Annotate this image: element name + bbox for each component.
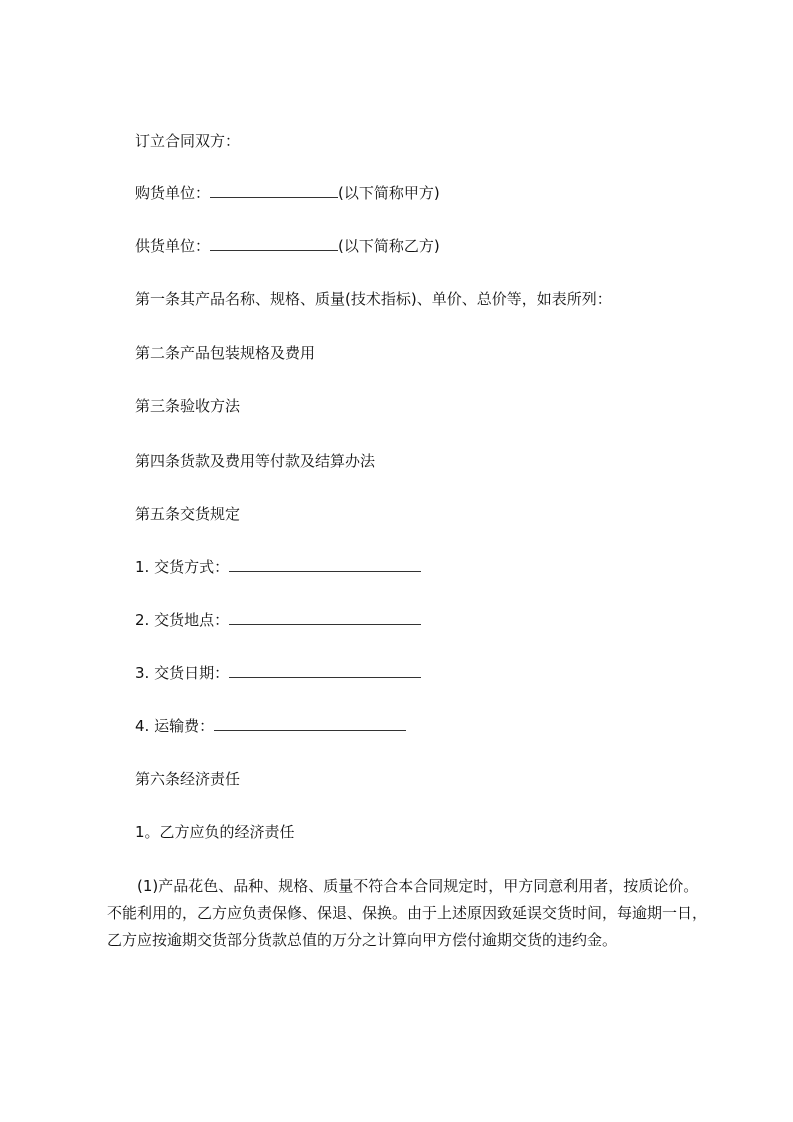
article-4: 第四条货款及费用等付款及结算办法 — [135, 452, 376, 470]
delivery-method-label: 1. 交货方式： — [135, 558, 230, 576]
article-6: 第六条经济责任 — [135, 770, 241, 788]
seller-line — [135, 237, 440, 255]
freight-blank[interactable] — [214, 717, 406, 731]
article-1: 第一条其产品名称、规格、质量(技术指标)、单价、总价等，如表所列： — [135, 290, 612, 308]
seller-suffix: (以下简称乙方) — [338, 237, 440, 255]
delivery-method-line — [135, 558, 421, 576]
delivery-method-blank[interactable] — [229, 558, 421, 572]
delivery-date-blank[interactable] — [229, 664, 421, 678]
seller-blank[interactable] — [210, 237, 338, 251]
freight-label: 4. 运输费： — [135, 717, 215, 735]
delivery-place-label: 2. 交货地点： — [135, 611, 230, 629]
contract-parties-heading: 订立合同双方： — [135, 132, 241, 150]
buyer-label: 购货单位： — [135, 184, 211, 202]
seller-label: 供货单位： — [135, 237, 211, 255]
buyer-line — [135, 184, 440, 202]
freight-line — [135, 717, 406, 735]
article-3: 第三条验收方法 — [135, 397, 241, 415]
clause-1-text: (1)产品花色、品种、规格、质量不符合本合同规定时，甲方同意利用者，按质论价。不能利用的，乙方应负责保修、保退、保换。由于上述原因致延误交货时间，每逾期一日，乙方应按逾期交货部分货款总值的万分之计算向甲方偿付逾期交货的违约金。 — [107, 877, 707, 949]
delivery-place-blank[interactable] — [229, 611, 421, 625]
article-5: 第五条交货规定 — [135, 505, 241, 523]
buyer-suffix: (以下简称甲方) — [338, 184, 440, 202]
article-2: 第二条产品包装规格及费用 — [135, 344, 316, 362]
delivery-place-line — [135, 611, 421, 629]
delivery-date-line — [135, 664, 421, 682]
clause-1-paragraph — [107, 873, 707, 954]
buyer-blank[interactable] — [210, 184, 338, 198]
delivery-date-label: 3. 交货日期： — [135, 664, 230, 682]
clause-1-title: 1。乙方应负的经济责任 — [135, 823, 295, 841]
